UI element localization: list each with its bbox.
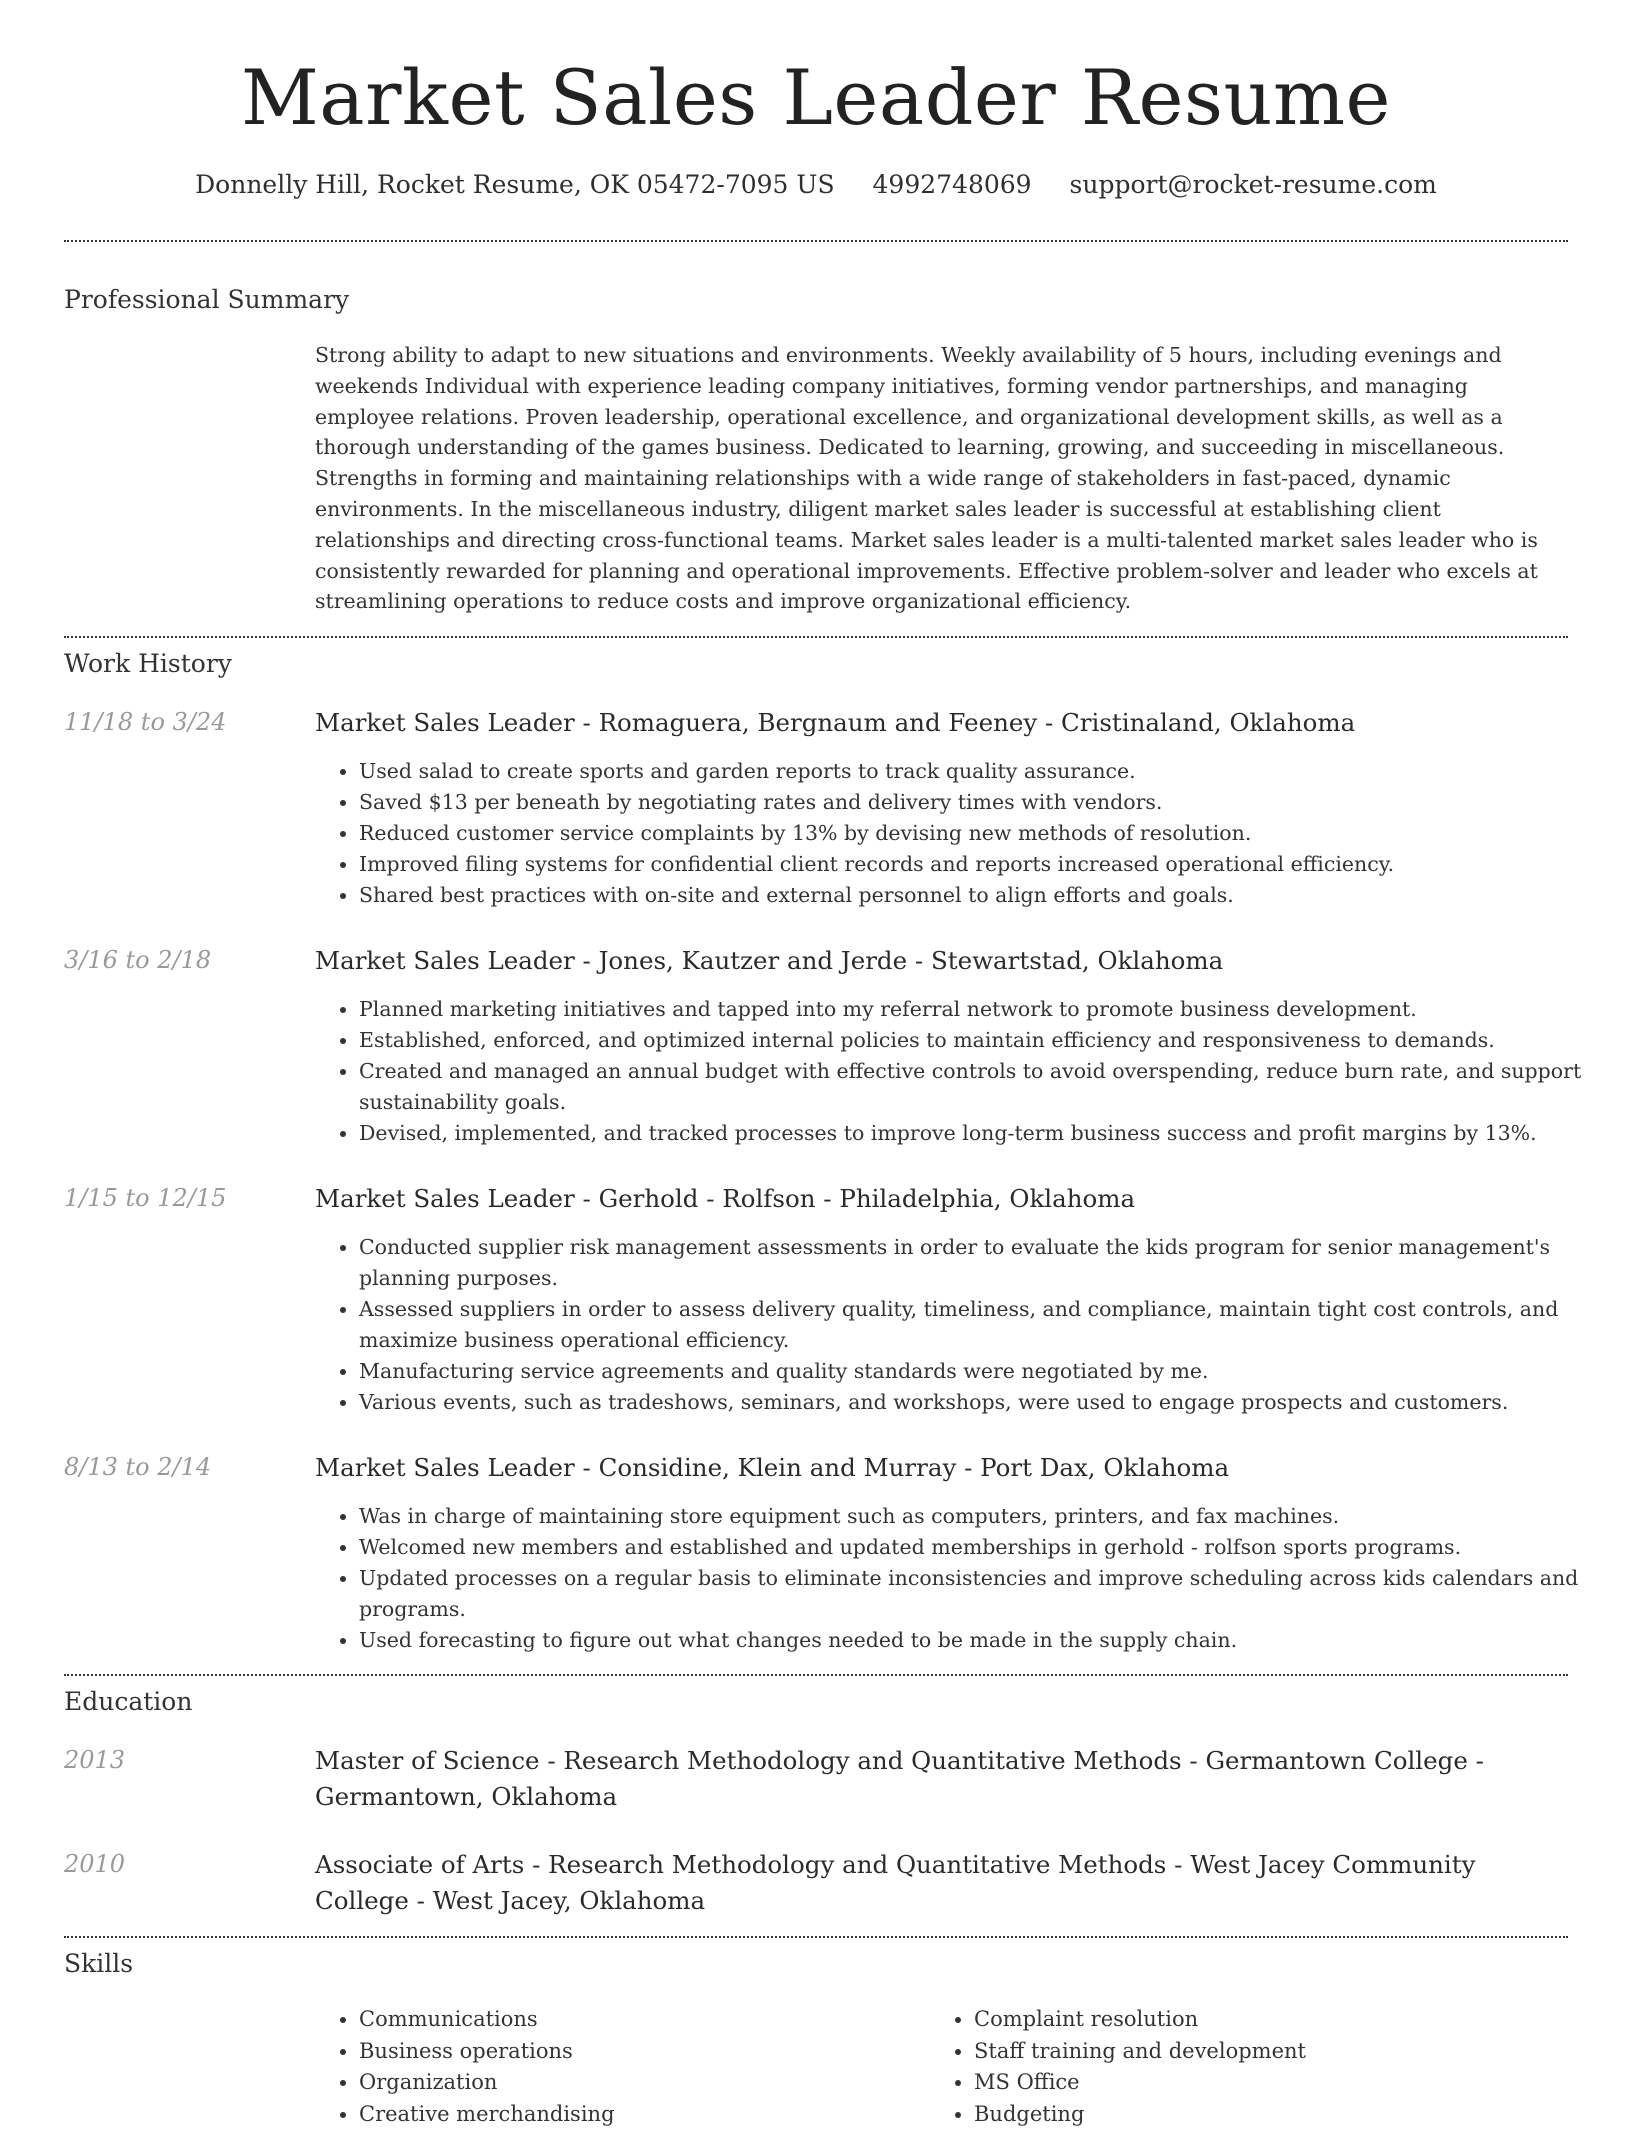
skills-list-left [315, 2004, 919, 2130]
job-bullet: • Reduced customer service complaints by 13% by devising new methods of resolution. [359, 818, 1612, 849]
section-divider [64, 636, 1568, 638]
job-dates: 11/18 to 3/24 [64, 705, 226, 739]
job-bullet: • Established, enforced, and optimized internal policies to maintain efficiency and responsiveness to demands. [359, 1025, 1612, 1056]
skill-item: • Staff training and development [974, 2036, 1574, 2068]
skill-item: • Organization [359, 2067, 919, 2099]
summary-text: Strong ability to adapt to new situations and environments. Weekly availability of 5 hours, including evenings and weekends Individual with experience leading company initiatives, forming vendor partnerships, and managing employee relations. Proven leadership, operational excellence, and organizational development skills, as well as a thorough understanding of the games business. Dedicated to learning, growing, and succeeding in miscellaneous. Strengths in forming and maintaining relationships with a wide range of stakeholders in fast-paced, dynamic environments. In the miscellaneous industry, diligent market sales leader is successful at establishing client relationships and directing cross-functional teams. Market sales leader is a multi-talented market sales leader who is consistently rewarded for planning and operational improvements. Effective problem-solver and leader who excels at streamlining operations to reduce costs and improve organizational efficiency. [315, 340, 1568, 617]
job-bullet: • Manufacturing service agreements and quality standards were negotiated by me. [359, 1356, 1612, 1387]
job-heading: Market Sales Leader - Romaguera, Bergnaum and Feeney - Cristinaland, Oklahoma [315, 705, 1568, 741]
resume-header [0, 0, 1632, 202]
job-bullet: • Used forecasting to figure out what changes needed to be made in the supply chain. [359, 1625, 1612, 1656]
job-bullet: • Was in charge of maintaining store equipment such as computers, printers, and fax machines. [359, 1501, 1612, 1532]
education-heading: Master of Science - Research Methodology and Quantitative Methods - Germantown College - Germantown, Oklahoma [315, 1743, 1568, 1815]
job-dates: 3/16 to 2/18 [64, 943, 211, 977]
skill-item: • Communications [359, 2004, 919, 2036]
education-section-title: Education [64, 1686, 192, 1718]
job-bullets [315, 756, 1612, 911]
job-bullet: • Created and managed an annual budget with effective controls to avoid overspending, reduce burn rate, and support sustainability goals. [359, 1056, 1612, 1118]
job-heading: Market Sales Leader - Gerhold - Rolfson - Philadelphia, Oklahoma [315, 1181, 1568, 1217]
job-dates: 1/15 to 12/15 [64, 1181, 226, 1215]
skills-section-title: Skills [64, 1948, 133, 1980]
work-section-title: Work History [64, 648, 232, 680]
contact-email: support@rocket-resume.com [1070, 170, 1437, 199]
job-heading: Market Sales Leader - Considine, Klein and Murray - Port Dax, Oklahoma [315, 1450, 1568, 1486]
job-bullet: • Assessed suppliers in order to assess delivery quality, timeliness, and compliance, maintain tight cost controls, and maximize business operational efficiency. [359, 1294, 1612, 1356]
job-bullet: • Conducted supplier risk management assessments in order to evaluate the kids program for senior management's planning purposes. [359, 1232, 1612, 1294]
education-year: 2013 [64, 1743, 125, 1777]
contact-line [0, 168, 1632, 202]
section-divider [64, 1674, 1568, 1676]
section-divider [64, 240, 1568, 242]
skills-list-right [930, 2004, 1574, 2130]
job-bullets [315, 1501, 1612, 1656]
contact-phone: 4992748069 [873, 170, 1032, 199]
job-dates: 8/13 to 2/14 [64, 1450, 211, 1484]
resume-title: Market Sales Leader Resume [0, 52, 1632, 144]
job-bullet: • Devised, implemented, and tracked processes to improve long-term business success and profit margins by 13%. [359, 1118, 1612, 1149]
job-bullet: • Shared best practices with on-site and external personnel to align efforts and goals. [359, 880, 1612, 911]
skill-item: • Complaint resolution [974, 2004, 1574, 2036]
education-heading: Associate of Arts - Research Methodology and Quantitative Methods - West Jacey Community College - West Jacey, Oklahoma [315, 1847, 1568, 1919]
skill-item: • MS Office [974, 2067, 1574, 2099]
skill-item: • Business operations [359, 2036, 919, 2068]
job-bullet: • Updated processes on a regular basis to eliminate inconsistencies and improve scheduling across kids calendars and programs. [359, 1563, 1612, 1625]
job-bullet: • Improved filing systems for confidential client records and reports increased operational efficiency. [359, 849, 1612, 880]
education-year: 2010 [64, 1847, 125, 1881]
job-bullet: • Saved $13 per beneath by negotiating rates and delivery times with vendors. [359, 787, 1612, 818]
skill-item: • Budgeting [974, 2099, 1574, 2130]
job-bullets [315, 1232, 1612, 1418]
job-heading: Market Sales Leader - Jones, Kautzer and Jerde - Stewartstad, Oklahoma [315, 943, 1568, 979]
job-bullet: • Used salad to create sports and garden reports to track quality assurance. [359, 756, 1612, 787]
job-bullets [315, 994, 1612, 1149]
job-bullet: • Various events, such as tradeshows, seminars, and workshops, were used to engage prospects and customers. [359, 1387, 1612, 1418]
skill-item: • Creative merchandising [359, 2099, 919, 2130]
job-bullet: • Planned marketing initiatives and tapped into my referral network to promote business development. [359, 994, 1612, 1025]
section-divider [64, 1936, 1568, 1938]
contact-address: Donnelly Hill, Rocket Resume, OK 05472-7095 US [195, 170, 834, 199]
summary-section-title: Professional Summary [64, 284, 349, 316]
job-bullet: • Welcomed new members and established and updated memberships in gerhold - rolfson sports programs. [359, 1532, 1612, 1563]
